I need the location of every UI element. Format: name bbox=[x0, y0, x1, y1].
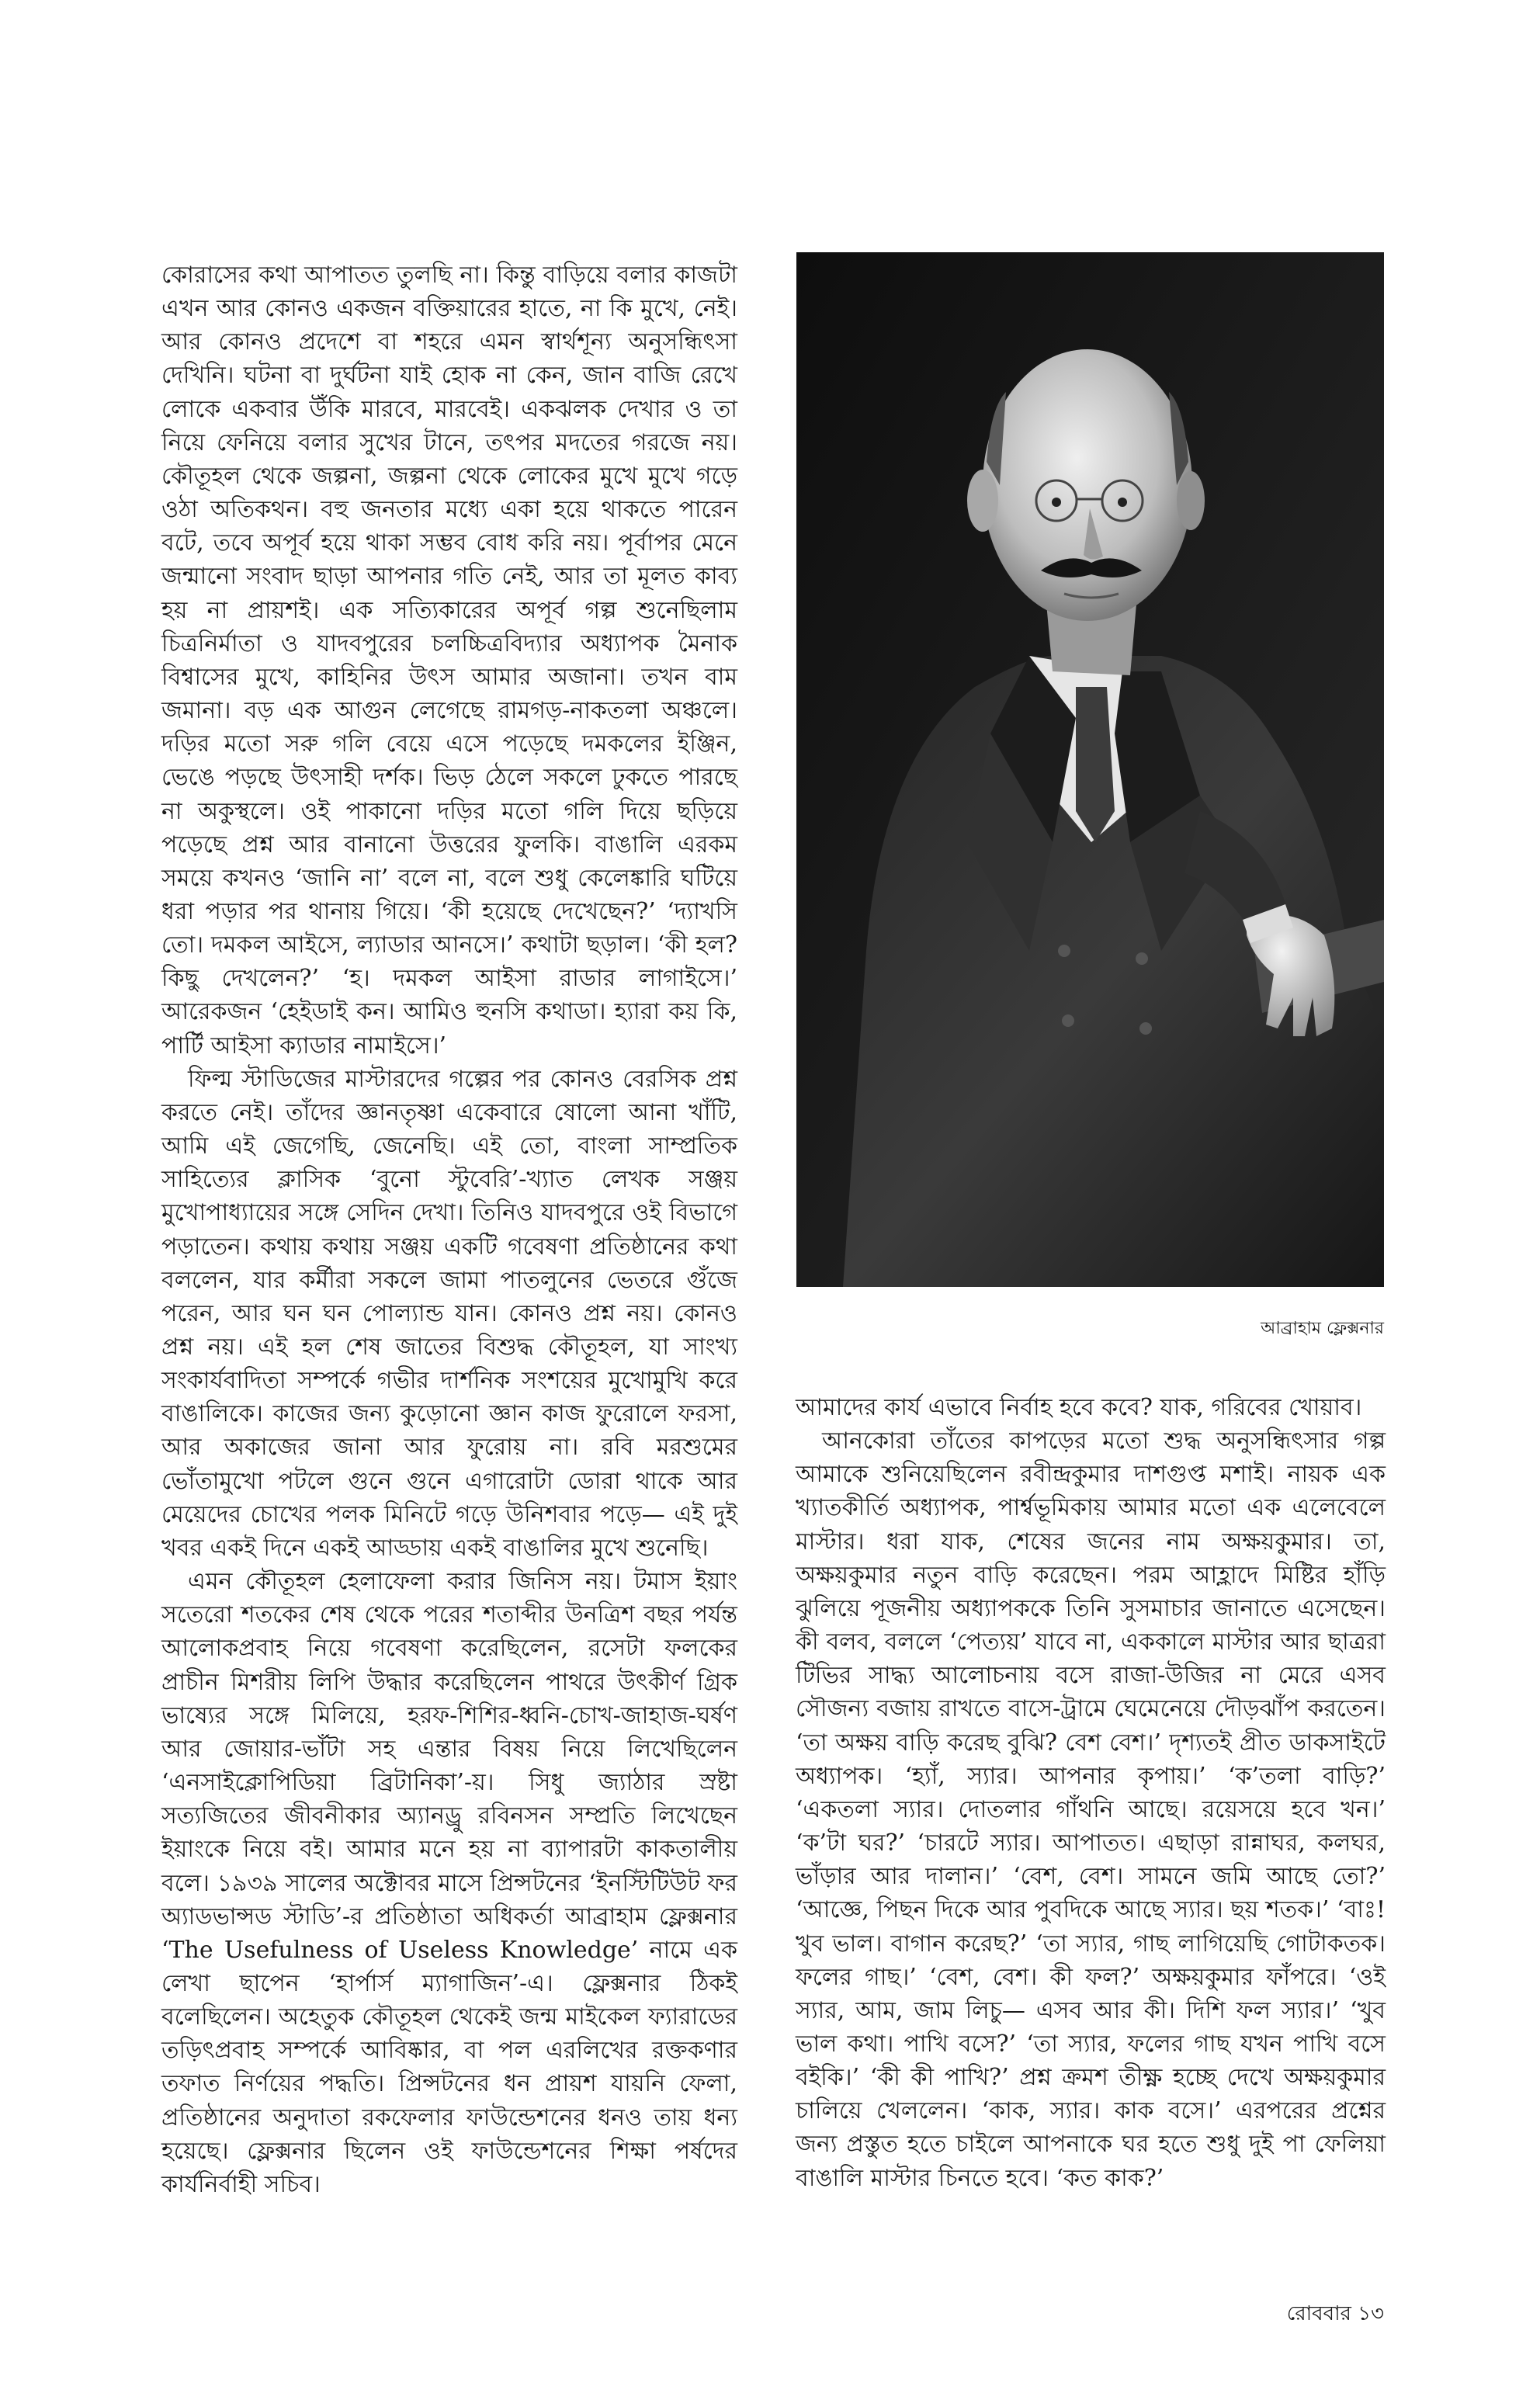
right-text-column bbox=[796, 1391, 1386, 2195]
portrait-photo bbox=[796, 252, 1384, 1287]
paragraph: ফিল্ম স্টাডিজের মাস্টারদের গল্পের পর কোনও বেরসিক প্রশ্ন করতে নেই। তাঁদের জ্ঞানতৃষ্ণা একেবারে ষোলো আনা খাঁটি, আমি এই জেগেছি, জেনেছি। এই তো, বাংলা সাম্প্রতিক সাহিত্যের ক্লাসিক ‘বুনো স্টুবেরি’-খ্যাত লেখক সঞ্জয় মুখোপাধ্যায়ের সঙ্গে সেদিন দেখা। তিনিও যাদবপুরে ওই বিভাগে পড়াতেন। কথায় কথায় সঞ্জয় একটি গবেষণা প্রতিষ্ঠানের কথা বললেন, যার কর্মীরা সকলে জামা পাতলুনের ভেতরে গুঁজে পরেন, আর ঘন ঘন পোল্যান্ড যান। কোনও প্রশ্ন নয়। কোনও প্রশ্ন নয়। এই হল শেষ জাতের বিশুদ্ধ কৌতূহল, যা সাংখ্য সংকার্যবাদিতা সম্পর্কে গভীর দার্শনিক সংশয়ের মুখোমুখি করে বাঙালিকে। কাজের জন্য কুড়োনো জ্ঞান কাজ ফুরোলে ফরসা, আর অকাজের জানা আর ফুরোয় না। রবি মরশুমের ভোঁতামুখো পটলে গুনে গুনে এগারোটা ডোরা থাকে আর মেয়েদের চোখের পলক মিনিটে গড়ে উনিশবার পড়ে— এই দুই খবর একই দিনে একই আড্ডায় একই বাঙালির মুখে শুনেছি। bbox=[161, 1065, 737, 1562]
paragraph: আনকোরা তাঁতের কাপড়ের মতো শুদ্ধ অনুসন্ধিৎসার গল্প আমাকে শুনিয়েছিলেন রবীন্দ্রকুমার দাশগুপ্ত মশাই। নায়ক এক খ্যাতকীর্তি অধ্যাপক, পার্শ্বভূমিকায় আমার মতো এক এলেবেলে মাস্টার। ধরা যাক, শেষের জনের নাম অক্ষয়কুমার। তা, অক্ষয়কুমার নতুন বাড়ি করেছেন। পরম আহ্লাদে মিষ্টির হাঁড়ি ঝুলিয়ে পূজনীয় অধ্যাপককে তিনি সুসমাচার জানাতে এসেছেন। কী বলব, বললে ‘পেত্যয়’ যাবে না, এককালে মাস্টার আর ছাত্ররা টিভির সাদ্ধ্য আলোচনায় বসে রাজা-উজির না মেরে এসব সৌজন্য বজায় রাখতে বাসে-ট্রামে ঘেমেনেয়ে দৌড়ঝাঁপ করতেন। ‘তা অক্ষয় বাড়ি করেছ বুঝি? বেশ বেশ।’ দৃশ্যতই প্রীত ডাকসাইটে অধ্যাপক। ‘হ্যাঁ, স্যার। আপনার কৃপায়।’ ‘ক’তলা বাড়ি?’ ‘একতলা স্যার। দোতলার গাঁথনি আছে। রয়েসয়ে হবে খন।’ ‘ক’টা ঘর?’ ‘চারটে স্যার। আপাতত। এছাড়া রান্নাঘর, কলঘর, ভাঁড়ার আর দালান।’ ‘বেশ, বেশ। সামনে জমি আছে তো?’ ‘আজ্ঞে, পিছন দিকে আর পুবদিকে আছে স্যার। ছয় শতক।’ ‘বাঃ! খুব ভাল। বাগান করেছ?’ ‘তা স্যার, গাছ লাগিয়েছি গোটাকতক। ফলের গাছ।’ ‘বেশ, বেশ। কী ফল?’ অক্ষয়কুমার ফাঁপরে। ‘ওই স্যার, আম, জাম লিচু— এসব আর কী। দিশি ফল স্যার।’ ‘খুব ভাল কথা। পাখি বসে?’ ‘তা স্যার, ফলের গাছ যখন পাখি বসে বইকি।’ ‘কী কী পাখি?’ প্রশ্ন ক্রমশ তীক্ষ্ণ হচ্ছে দেখে অক্ষয়কুমার চালিয়ে খেললেন। ‘কাক, স্যার। কাক বসে।’ এরপরের প্রশ্নের জন্য প্রস্তুত হতে চাইলে আপনাকে ঘর হতে শুধু দুই পা ফেলিয়া বাঙালি মাস্টার চিনতে হবে। ‘কত কাক?’ bbox=[796, 1427, 1386, 2192]
paragraph: আমাদের কার্য এভাবে নির্বাহ হবে কবে? যাক, গরিবের খোয়াব। bbox=[796, 1394, 1362, 1421]
paragraph: এমন কৌতূহল হেলাফেলা করার জিনিস নয়। টমাস ইয়াং সতেরো শতকের শেষ থেকে পরের শতাব্দীর উনত্রিশ বছর পর্যন্ত আলোকপ্রবাহ নিয়ে গবেষণা করেছিলেন, রসেটা ফলকের প্রাচীন মিশরীয় লিপি উদ্ধার করেছিলেন পাথরে উৎকীর্ণ গ্রিক ভাষ্যের সঙ্গে মিলিয়ে, হরফ-শিশির-ধ্বনি-চোখ-জাহাজ-ঘর্ষণ আর জোয়ার-ভাঁটা সহ এন্তার বিষয় নিয়ে লিখেছিলেন ‘এনসাইক্লোপিডিয়া ব্রিটানিকা’-য়। সিধু জ্যাঠার স্রষ্টা সত্যজিতের জীবনীকার অ্যানড্রু রবিনসন সম্প্রতি লিখেছেন ইয়াংকে নিয়ে বই। আমার মনে হয় না ব্যাপারটা কাকতালীয় বলে। ১৯৩৯ সালের অক্টোবর মাসে প্রিন্সটনের ‘ইনস্টিটিউট ফর অ্যাডভান্সড স্টাডি’-র প্রতিষ্ঠাতা অধিকর্তা আব্রাহাম ফ্লেক্সনার ‘The Usefulness of Useless Knowledge’ নামে এক লেখা ছাপেন ‘হার্পার্স ম্যাগাজিন’-এ। ফ্লেক্সনার ঠিকই বলেছিলেন। অহেতুক কৌতূহল থেকেই জন্ম মাইকেল ফ্যারাডের তড়িৎপ্রবাহ সম্পর্কে আবিষ্কার, বা পল এরলিখের রক্তকণার তফাত নির্ণয়ের পদ্ধতি। প্রিন্সটনের ধন প্রায়শ যায়নি ফেলা, প্রতিষ্ঠানের অনুদাতা রকফেলার ফাউন্ডেশনের ধনও তায় ধন্য হয়েছে। ফ্লেক্সনার ছিলেন ওই ফাউন্ডেশনের শিক্ষা পর্ষদের কার্যনির্বাহী সচিব। bbox=[161, 1568, 737, 2198]
paragraph: কোরাসের কথা আপাতত তুলছি না। কিন্তু বাড়িয়ে বলার কাজটা এখন আর কোনও একজন বক্তিয়ারের হাতে, না কি মুখে, নেই। আর কোনও প্রদেশে বা শহরে এমন স্বার্থশূন্য অনুসন্ধিৎসা দেখিনি। ঘটনা বা দুর্ঘটনা যাই হোক না কেন, জান বাজি রেখে লোকে একবার উঁকি মারবে, মারবেই। একঝলক দেখার ও তা নিয়ে ফেনিয়ে বলার সুখের টানে, তৎপর মদতের গরজে নয়। কৌতূহল থেকে জল্পনা, জল্পনা থেকে লোকের মুখে মুখে গড়ে ওঠা অতিকথন। বহু জনতার মধ্যে একা হয়ে থাকতে পারেন বটে, তবে অপূর্ব হয়ে থাকা সম্ভব বোধ করি নয়। পূর্বাপর মেনে জন্মানো সংবাদ ছাড়া আপনার গতি নেই, আর তা মূলত কাব্য হয় না প্রায়শই। এক সত্যিকারের অপূর্ব গল্প শুনেছিলাম চিত্রনির্মাতা ও যাদবপুরের চলচ্চিত্রবিদ্যার অধ্যাপক মৈনাক বিশ্বাসের মুখে, কাহিনির উৎস আমার অজানা। তখন বাম জমানা। বড় এক আগুন লেগেছে রামগড়-নাকতলা অঞ্চলে। দড়ির মতো সরু গলি বেয়ে এসে পড়েছে দমকলের ইঞ্জিন, ভেঙে পড়ছে উৎসাহী দর্শক। ভিড় ঠেলে সকলে ঢুকতে পারছে না অকুস্থলে। ওই পাকানো দড়ির মতো গলি দিয়ে ছড়িয়ে পড়েছে প্রশ্ন আর বানানো উত্তরের ফুলকি। বাঙালি এরকম সময়ে কখনও ‘জানি না’ বলে না, বলে শুধু কেলেঙ্কারি ঘটিয়ে ধরা পড়ার পর থানায় গিয়ে। ‘কী হয়েছে দেখেছেন?’ ‘দ্যাখসি তো। দমকল আইসে, ল্যাডার আনসে।’ কথাটা ছড়াল। ‘কী হল? কিছু দেখলেন?’ ‘হ। দমকল আইসা রাডার লাগাইসে।’ আরেকজন ‘হেইডাই কন। আমিও হুনসি কথাডা। হ্যারা কয় কি, পার্টি আইসা ক্যাডার নামাইসে।’ bbox=[161, 262, 737, 1060]
photo-caption: আব্রাহাম ফ্লেক্সনার bbox=[1261, 1319, 1384, 1338]
left-text-column bbox=[161, 258, 737, 2201]
page-folio: রোববার ১৩ bbox=[1286, 2302, 1384, 2325]
portrait-illustration bbox=[796, 252, 1384, 1287]
